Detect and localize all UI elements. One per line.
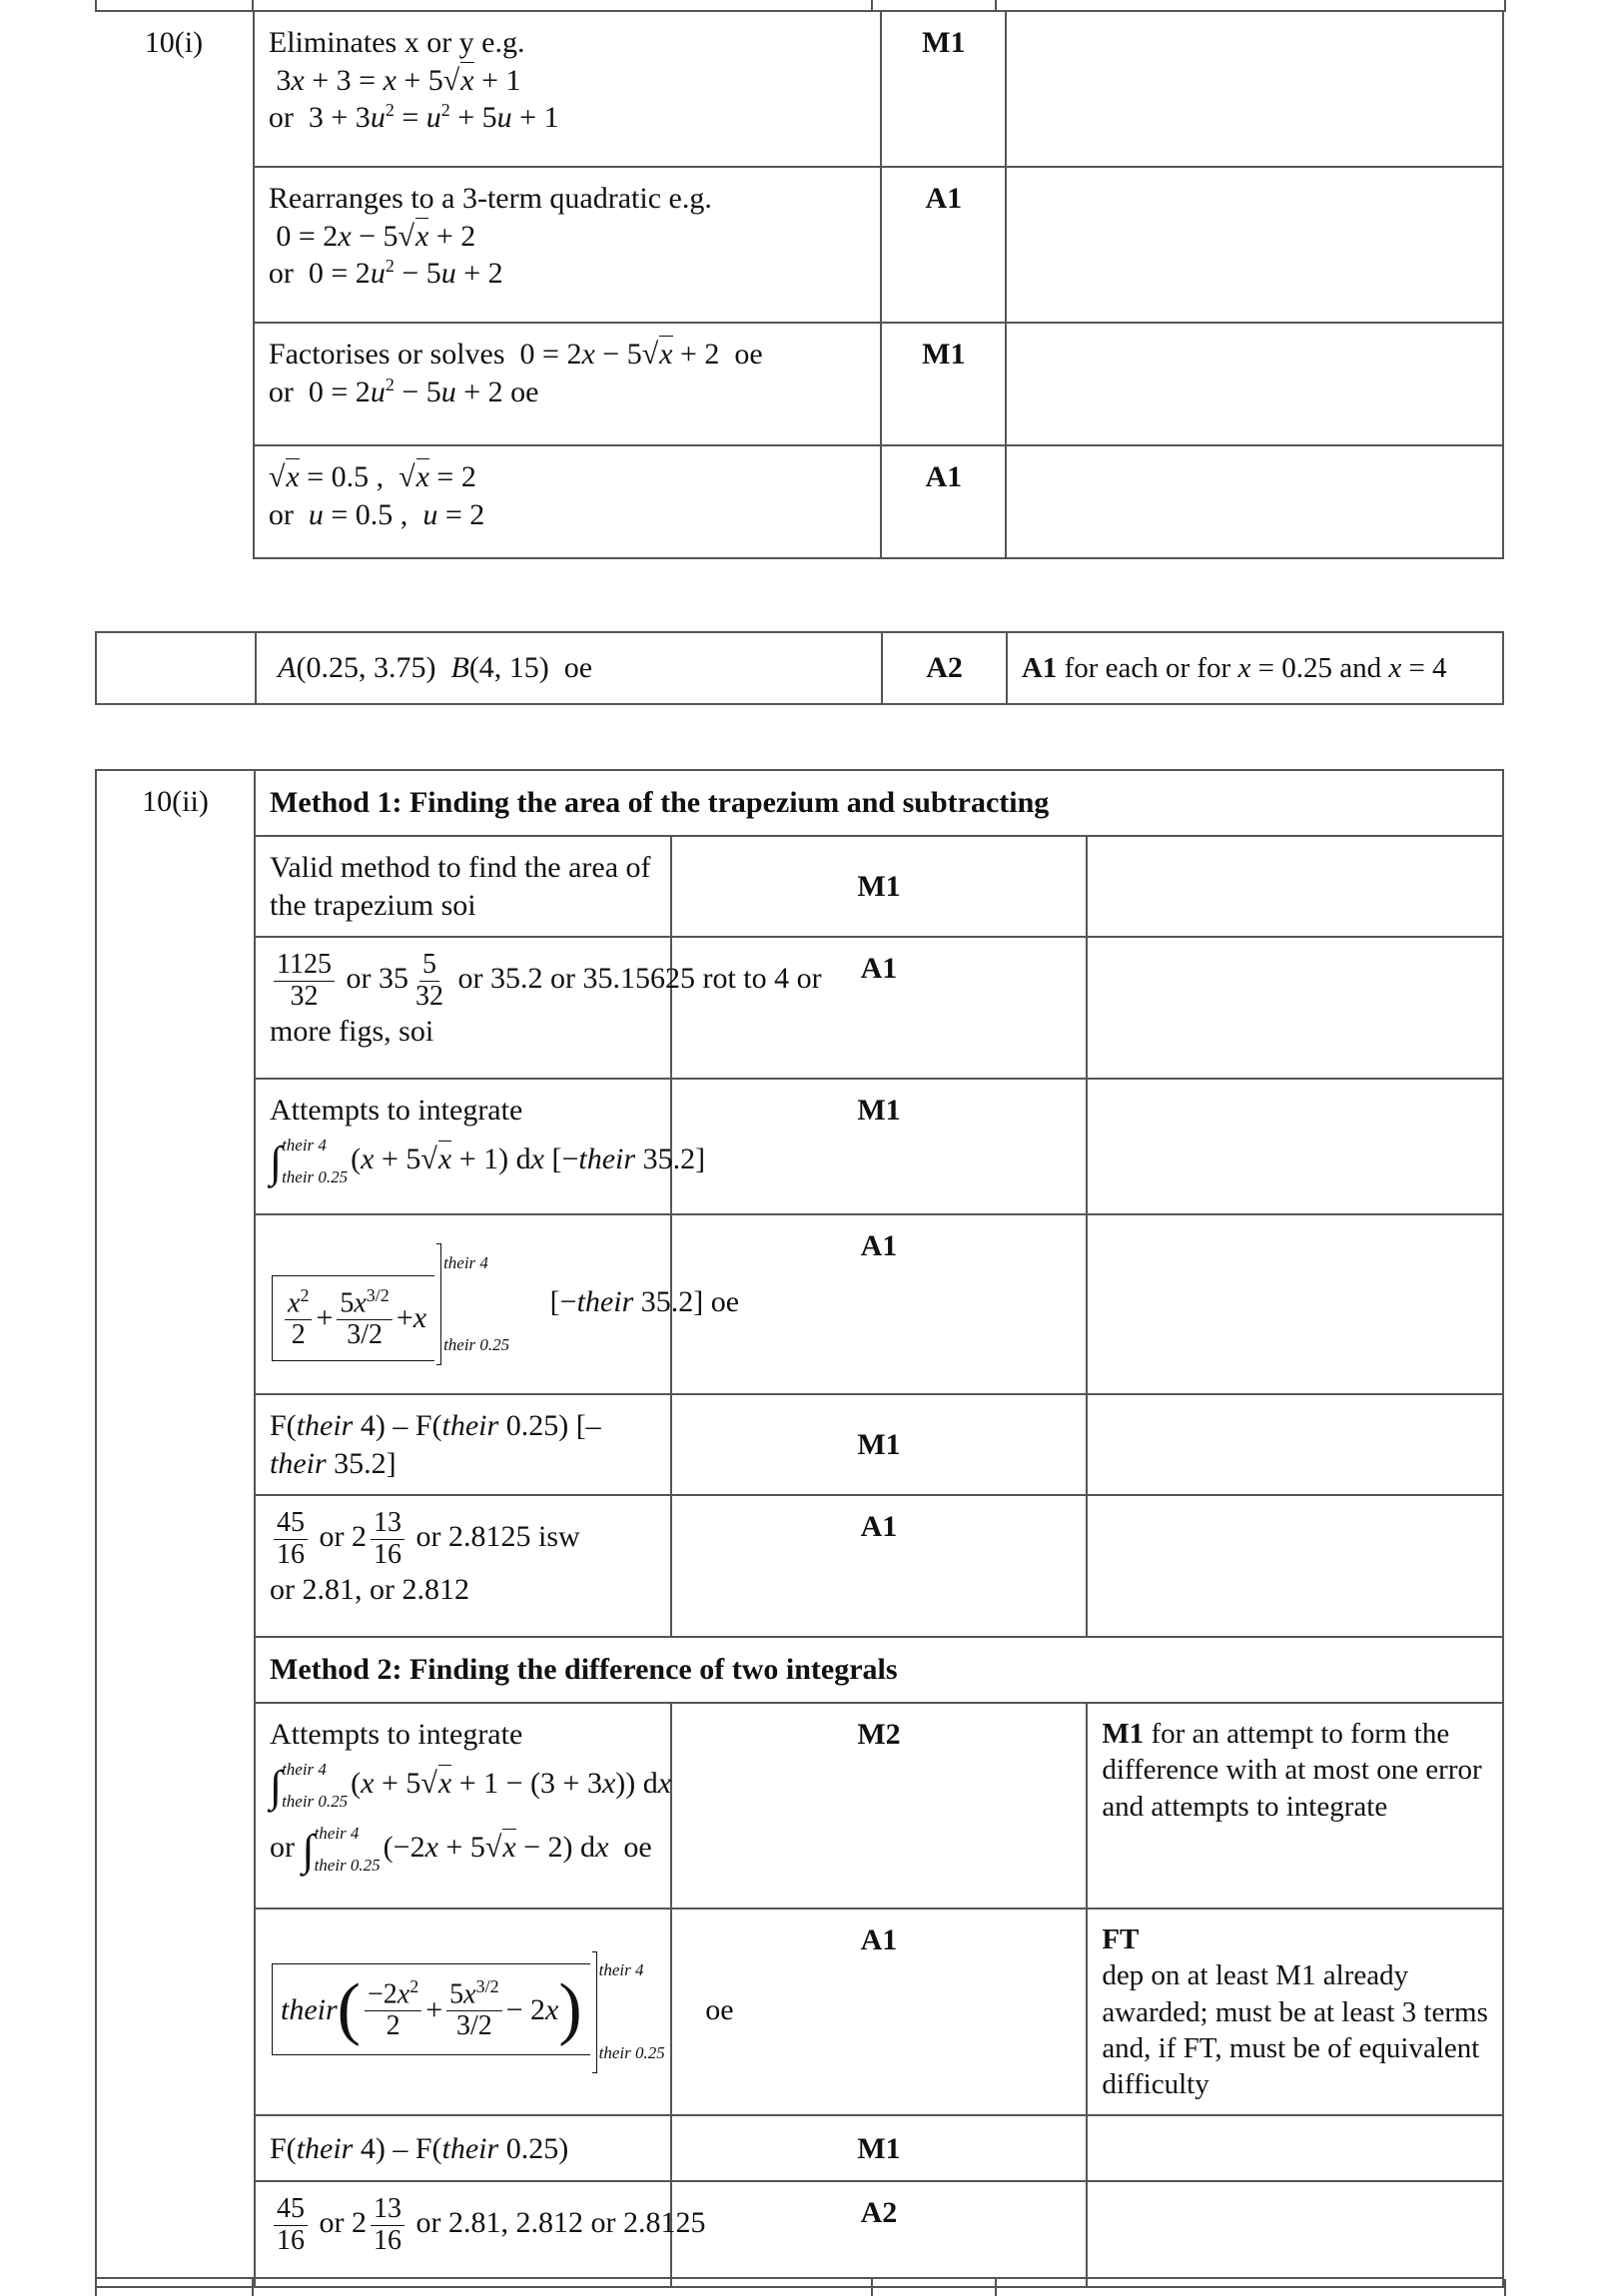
mark-cell: A1 bbox=[671, 1214, 1088, 1394]
mark-cell: A1 bbox=[671, 937, 1088, 1079]
mark-cell: A1 bbox=[671, 1909, 1088, 2115]
answer-cell: F(their 4) – F(their 0.25) bbox=[255, 2115, 671, 2181]
mark-cell: M1 bbox=[671, 1394, 1088, 1495]
fraction: $\frac{5}{32}$ bbox=[414, 949, 443, 1012]
guidance-cell bbox=[1087, 937, 1503, 1079]
answer-cell: $\frac{1125}{32}$ or 35 $\frac{5}{32}$ or 35.2 or 35.15625 rot to 4 or more figs, soi bbox=[255, 937, 671, 1079]
empty-label-cell bbox=[96, 632, 256, 704]
guidance-cell bbox=[1006, 167, 1503, 323]
mark-cell: A2 bbox=[671, 2181, 1088, 2287]
question-label-10i: 10(i) bbox=[95, 11, 254, 558]
method1-heading: Method 1: Finding the area of the trapezium and subtracting bbox=[255, 770, 1503, 836]
answer-cell: A(0.25, 3.75) B(4, 15) oe bbox=[256, 632, 883, 704]
guidance-cell bbox=[1087, 1214, 1503, 1394]
mark-cell: M1 bbox=[671, 2115, 1088, 2181]
answer-cell: $\frac{x^2}{2}$ + $\frac{5x^{3/2}}{3/2}$ + x their 4 their 0.25 [−their 35.2] oe bbox=[255, 1214, 671, 1394]
answer-cell: Attempts to integrate ∫ their 4 their 0.25 (x + 5√x + 1 − (3 + 3x)) dx or ∫ their 4 their 0.25 (−2x + 5√x − 2) dx oe bbox=[255, 1703, 671, 1909]
mark-cell: A2 bbox=[882, 632, 1007, 704]
guidance-cell: FT dep on at least M1 already awarded; must be at least 3 terms and, if FT, must be of equivalent difficulty bbox=[1087, 1909, 1503, 2115]
mark-cell: M1 bbox=[671, 836, 1088, 937]
answer-cell: Valid method to find the area of the trapezium soi bbox=[255, 836, 671, 937]
mark-cell: M1 bbox=[671, 1079, 1088, 1214]
next-table-fragment bbox=[95, 2277, 1504, 2296]
evaluation-bracket: their ( $\frac{-2x^2}{2}$ + $\frac{5x^{3/2}}{3/2}$ − 2 x ) bbox=[272, 1963, 590, 2055]
answer-cell: Attempts to integrate ∫ their 4 their 0.25 (x + 5√x + 1) dx [−their 35.2] bbox=[255, 1079, 671, 1214]
guidance-cell bbox=[1006, 323, 1503, 445]
answer-cell: √x = 0.5 , √x = 2 or u = 0.5 , u = 2 bbox=[254, 445, 882, 558]
mark-cell: A1 bbox=[671, 1495, 1088, 1637]
answer-cell: their ( $\frac{-2x^2}{2}$ + $\frac{5x^{3/2}}{3/2}$ − 2 x ) their 4 their 0.25 oe bbox=[255, 1909, 671, 2115]
guidance-cell bbox=[1087, 2181, 1503, 2287]
guidance-cell: M1 for an attempt to form the difference with at most one error and attempts to integrate bbox=[1087, 1703, 1503, 1909]
answer-cell: F(their 4) – F(their 0.25) [–their 35.2] bbox=[255, 1394, 671, 1495]
evaluation-bracket: $\frac{x^2}{2}$ + $\frac{5x^{3/2}}{3/2}$ + x bbox=[272, 1275, 434, 1362]
mark-cell: A1 bbox=[881, 167, 1006, 323]
question-label-10ii: 10(ii) bbox=[96, 770, 255, 2287]
answer-cell: Rearranges to a 3-term quadratic e.g. 0 = 2x − 5√x + 2 or $0 = 2u^2 - 5u + 2$ bbox=[254, 167, 882, 323]
guidance-cell bbox=[1087, 2115, 1503, 2181]
guidance-cell bbox=[1006, 11, 1503, 167]
answer-cell: Factorises or solves 0 = 2x − 5√x + 2 oe or $0 = 2u^2 - 5u + 2$ oe bbox=[254, 323, 882, 445]
guidance-cell bbox=[1087, 1394, 1503, 1495]
answer-cell: $\frac{45}{16}$ or 2 $\frac{13}{16}$ or 2.81, 2.812 or 2.8125 bbox=[255, 2181, 671, 2287]
answer-cell: Eliminates x or y e.g. 3x + 3 = x + 5√x + 1 or $3 + 3u^2 = u^2 + 5u + 1$ bbox=[254, 11, 882, 167]
fraction: $\frac{1125}{32}$ bbox=[274, 950, 335, 1013]
guidance-cell bbox=[1087, 836, 1503, 937]
mark-cell: M1 bbox=[881, 323, 1006, 445]
answer-cell: $\frac{45}{16}$ or 2 $\frac{13}{16}$ or 2.8125 isw or 2.81, or 2.812 bbox=[255, 1495, 671, 1637]
mark-cell: M2 bbox=[671, 1703, 1088, 1909]
mark-cell: A1 bbox=[881, 445, 1006, 558]
guidance-cell bbox=[1006, 445, 1503, 558]
mark-cell: M1 bbox=[881, 11, 1006, 167]
q10i-table bbox=[95, 10, 1504, 559]
guidance-cell bbox=[1087, 1495, 1503, 1637]
method2-heading: Method 2: Finding the difference of two integrals bbox=[255, 1637, 1503, 1703]
q10i-answer-table bbox=[95, 631, 1504, 705]
guidance-cell bbox=[1087, 1079, 1503, 1214]
guidance-cell: A1 for each or for x = 0.25 and x = 4 bbox=[1007, 632, 1503, 704]
q10ii-table bbox=[95, 769, 1504, 2288]
integral-sign: ∫ bbox=[270, 1137, 283, 1186]
